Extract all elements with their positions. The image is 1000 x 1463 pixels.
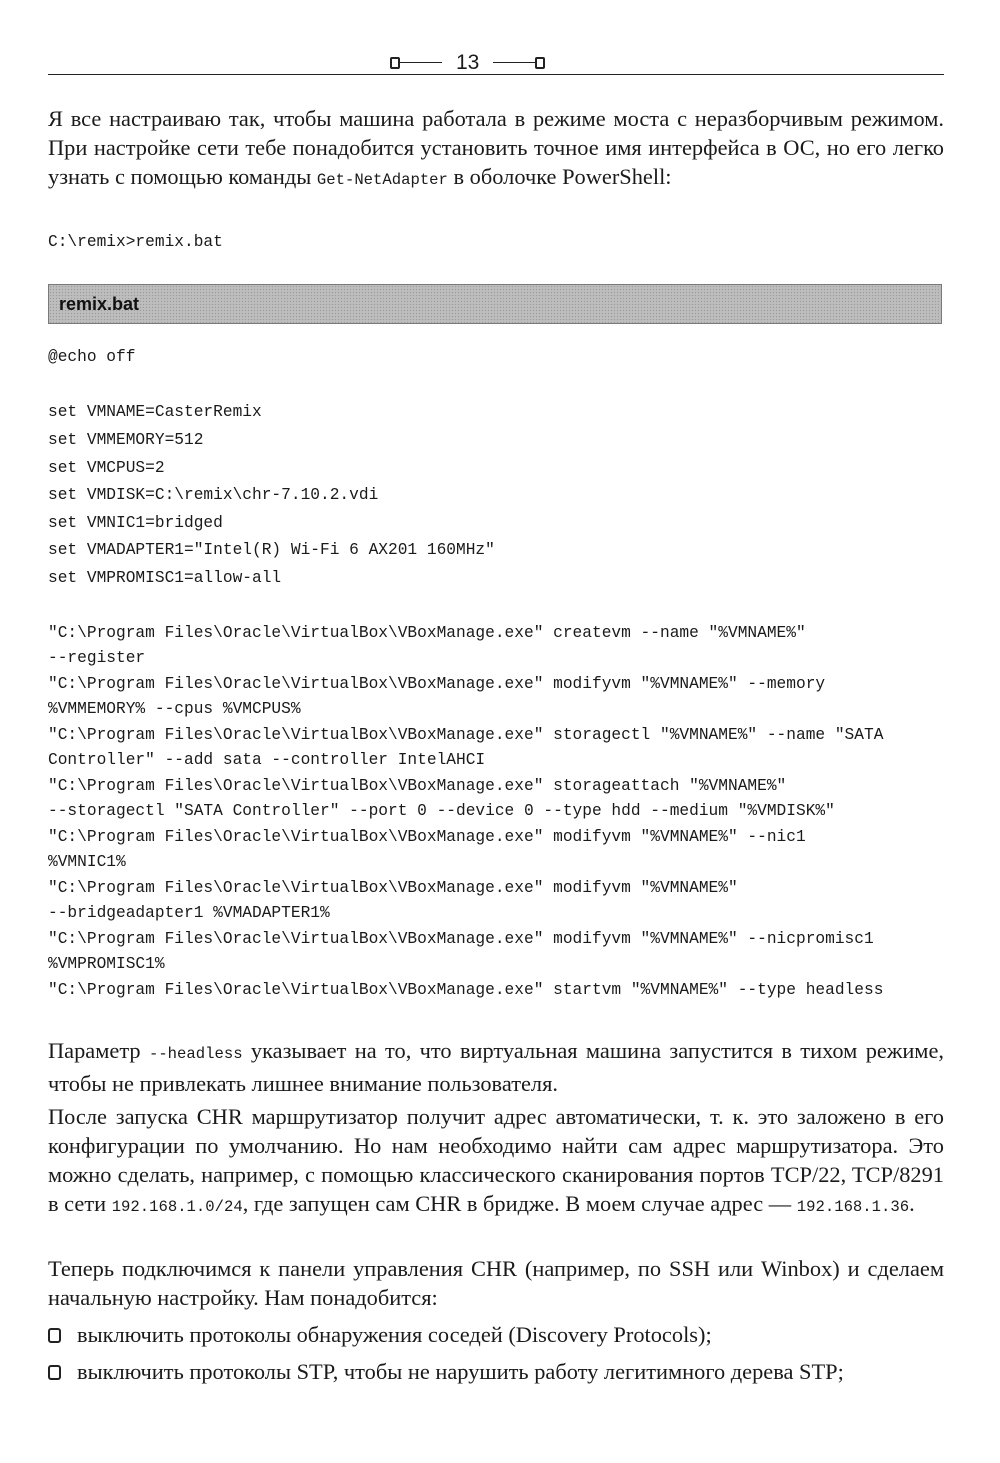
code-line: "C:\Program Files\Oracle\VirtualBox\VBoxManage.exe" storagectl "%VMNAME%" --name "SATA [48, 726, 884, 744]
code-line: set VMMEMORY=512 [48, 431, 204, 449]
code-line: %VMMEMORY% --cpus %VMCPUS% [48, 700, 301, 718]
bullet-square-icon [48, 1328, 61, 1343]
code-line: --register [48, 649, 146, 667]
header-rule [48, 74, 944, 75]
listing-title: remix.bat [59, 294, 140, 314]
address-text-1: После запуска CHR маршрутизатор получит адрес автоматически, т. к. это заложено в его конфигурации по умолчанию. Но нам необходимо найти сам адрес маршрутизатора. Это можно сделать, например, с помощью классического сканирования портов TCP/22, TCP/8291 в сети [48, 1104, 944, 1216]
address-text-2: , где запущен сам CHR в бридже. В моем случае адрес — [242, 1191, 797, 1216]
inline-code-address: 192.168.1.36 [796, 1198, 910, 1216]
code-line: set VMNIC1=bridged [48, 514, 223, 532]
code-line: "C:\Program Files\Oracle\VirtualBox\VBoxManage.exe" modifyvm "%VMNAME%" --nic1 [48, 828, 806, 846]
code-line: "C:\Program Files\Oracle\VirtualBox\VBoxManage.exe" modifyvm "%VMNAME%" --nicpromisc1 [48, 930, 874, 948]
code-line: set VMADAPTER1="Intel(R) Wi-Fi 6 AX201 160MHz" [48, 541, 495, 559]
header-left-dash [400, 62, 442, 63]
setup-paragraph: Теперь подключимся к панели управления CHR (например, по SSH или Winbox) и сделаем начальную настройку. Нам понадобится: [48, 1256, 944, 1310]
header-right-square-icon [535, 57, 545, 69]
code-line: set VMNAME=CasterRemix [48, 403, 262, 421]
code-line: set VMCPUS=2 [48, 459, 165, 477]
headless-text-before: Параметр [48, 1038, 149, 1063]
code-line: "C:\Program Files\Oracle\VirtualBox\VBoxManage.exe" createvm --name "%VMNAME%" [48, 624, 806, 642]
header-left-square-icon [390, 57, 400, 69]
page-number: 13 [456, 51, 480, 74]
code-line: %VMNIC1% [48, 853, 126, 871]
run-command: C:\remix>remix.bat [48, 233, 223, 251]
list-item-text: выключить протоколы обнаружения соседей (Discovery Protocols); [77, 1322, 712, 1347]
intro-paragraph [48, 104, 944, 195]
code-line: "C:\Program Files\Oracle\VirtualBox\VBoxManage.exe" modifyvm "%VMNAME%" [48, 879, 738, 897]
code-line: "C:\Program Files\Oracle\VirtualBox\VBoxManage.exe" modifyvm "%VMNAME%" --memory [48, 675, 826, 693]
code-line: set VMPROMISC1=allow-all [48, 569, 282, 587]
code-line: set VMDISK=C:\remix\chr-7.10.2.vdi [48, 486, 379, 504]
code-line: "C:\Program Files\Oracle\VirtualBox\VBoxManage.exe" startvm "%VMNAME%" --type headless [48, 981, 884, 999]
headless-paragraph [48, 1036, 944, 1098]
list-item-text: выключить протоколы STP, чтобы не нарушить работу легитимного дерева STP; [77, 1359, 844, 1384]
bullet-square-icon [48, 1365, 61, 1380]
list-item [48, 1357, 944, 1386]
inline-code-headless: --headless [148, 1045, 243, 1063]
intro-text-before: Я все настраиваю так, чтобы машина работала в режиме моста с неразборчивым режимом. При настройке сети тебе понадобится установить точное имя интерфейса в ОС, но его легко узнать с помощью команды [48, 106, 944, 189]
page-header [48, 40, 944, 82]
list-item [48, 1320, 944, 1349]
code-line: @echo off [48, 348, 136, 366]
headless-text-after: указывает на то, что виртуальная машина запустится в тихом режиме, чтобы не привлекать лишнее внимание пользователя. [48, 1038, 945, 1096]
page-number-ornament [390, 52, 545, 73]
code-line: "C:\Program Files\Oracle\VirtualBox\VBoxManage.exe" storageattach "%VMNAME%" [48, 777, 787, 795]
code-line: Controller" --add sata --controller IntelAHCI [48, 751, 486, 769]
address-text-3: . [909, 1191, 915, 1216]
inline-code-subnet: 192.168.1.0/24 [111, 1198, 243, 1216]
listing-title-bar [48, 284, 942, 324]
address-paragraph [48, 1102, 944, 1222]
code-line: %VMPROMISC1% [48, 955, 165, 973]
code-line: --storagectl "SATA Controller" --port 0 --device 0 --type hdd --medium "%VMDISK%" [48, 802, 835, 820]
intro-text-after: в оболочке PowerShell: [447, 164, 672, 189]
inline-command: Get-NetAdapter [316, 171, 448, 189]
code-line: --bridgeadapter1 %VMADAPTER1% [48, 904, 330, 922]
header-right-dash [493, 62, 535, 63]
